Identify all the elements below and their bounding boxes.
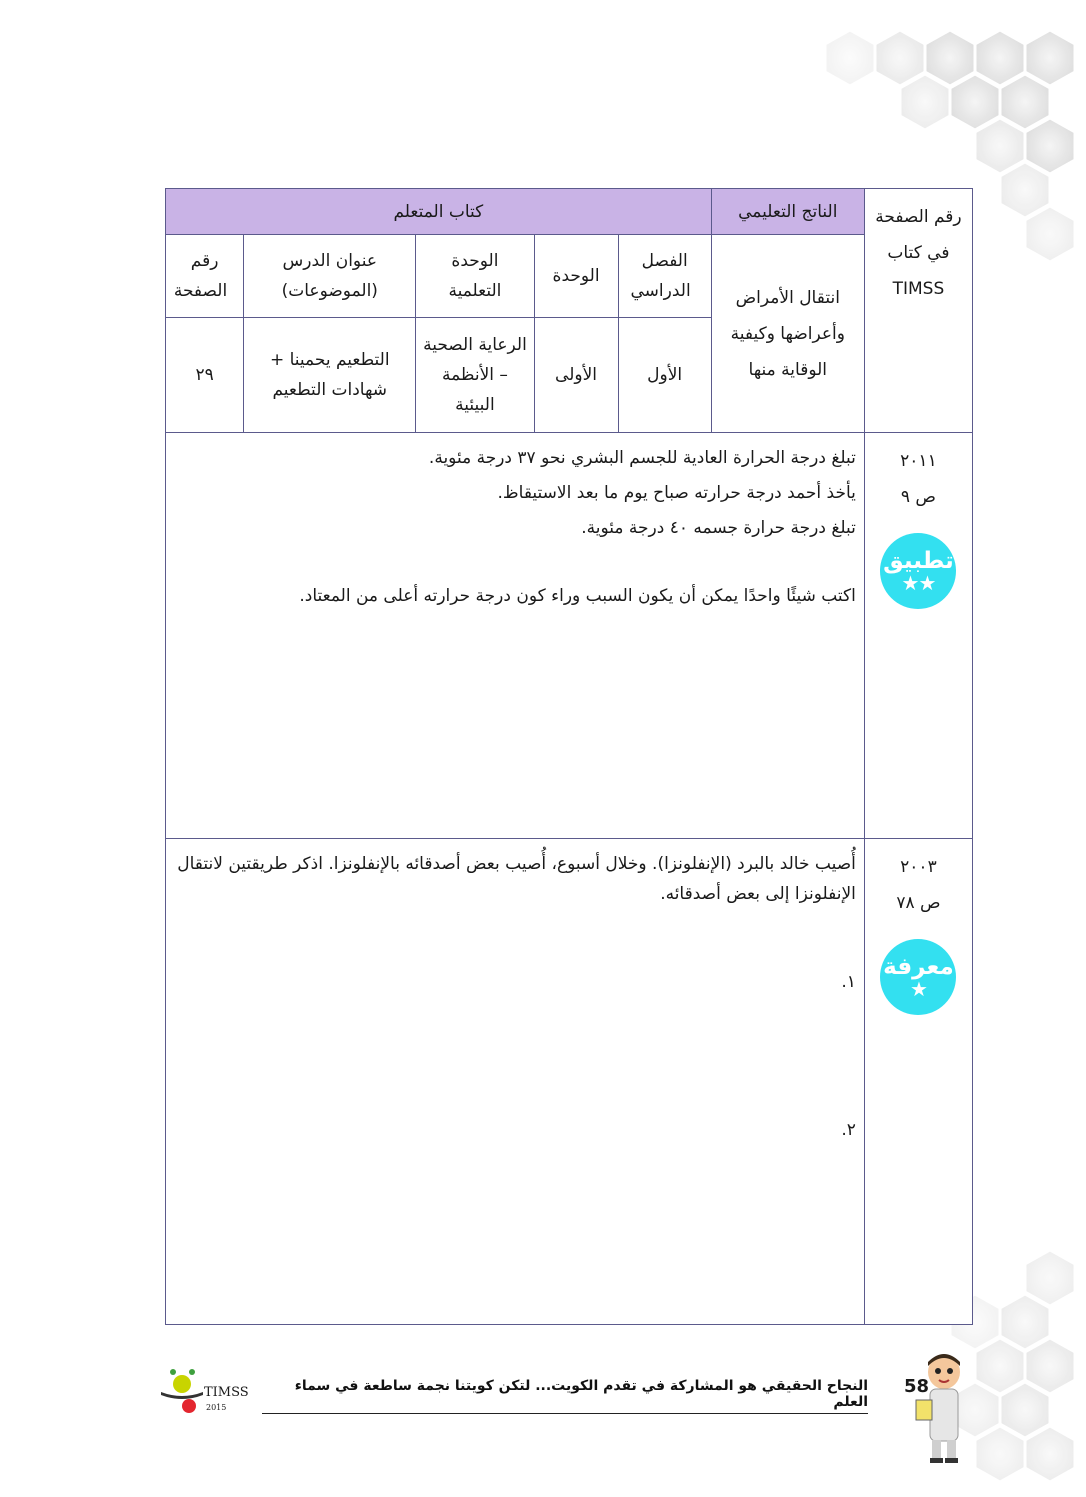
student-mascot-icon: [910, 1352, 974, 1464]
footer-slogan: النجاح الحقيقي هو المشاركة في تقدم الكويت... لتكن كويتنا نجمة ساطعة في سماء العلم: [262, 1378, 868, 1414]
question-1-reference: [864, 433, 972, 839]
learning-unit-value: الرعاية الصحية – الأنظمة البيئية: [423, 335, 527, 415]
subheader-lesson-title: [244, 235, 416, 318]
timss-question-table: [165, 188, 973, 1325]
learning-unit-cell: [416, 318, 534, 433]
question-1-line-3: تبلغ درجة حرارة جسمه ٤٠ درجة مئوية.: [581, 518, 856, 538]
subheader-page-number: [166, 235, 244, 318]
semester-value: الأول: [647, 365, 683, 385]
subheader-learning-unit: [416, 235, 534, 318]
answer-2-space[interactable]: [176, 1145, 856, 1295]
knowledge-badge: [880, 939, 956, 1015]
question-2-body: [166, 839, 865, 1325]
answer-item-2: ٢.: [841, 1120, 856, 1140]
header-outcome-label: الناتج التعليمي: [738, 201, 838, 222]
lesson-title-cell: [244, 318, 416, 433]
learning-unit-label: الوحدة التعلمية: [448, 251, 502, 301]
unit-label: الوحدة: [552, 266, 600, 286]
header-student-book-label: كتاب المتعلم: [393, 201, 484, 222]
timss-logo-year: 2015: [206, 1403, 227, 1412]
application-badge-label: تطبيق: [883, 548, 954, 574]
question-1-page: ص ٩: [900, 487, 936, 507]
answer-1-space[interactable]: [176, 997, 856, 1115]
question-2-page: ص ٧٨: [896, 893, 941, 913]
unit-cell: [534, 318, 618, 433]
question-1-line-1: تبلغ درجة الحرارة العادية للجسم البشري نحو ٣٧ درجة مئوية.: [428, 448, 856, 468]
application-badge: [880, 533, 956, 609]
question-2-text: أُصيب خالد بالبرد (الإنفلونزا). وخلال أسبوع، أُصيب بعض أصدقائه بالإنفلونزا. اذكر طريقتين لانتقال الإنفلونزا إلى بعض أصدقائه.: [177, 854, 856, 904]
subheader-semester: [618, 235, 711, 318]
header-student-book: [166, 189, 712, 235]
question-2-reference: [864, 839, 972, 1325]
outcome-value: انتقال الأمراض وأعراضها وكيفية الوقاية منها: [730, 287, 845, 380]
footer-page-number: 58: [904, 1376, 930, 1397]
question-2-year: ٢٠٠٣: [900, 857, 937, 877]
subheader-unit: [534, 235, 618, 318]
question-1-prompt: اكتب شيئًا واحدًا يمكن أن يكون السبب وراء كون درجة حرارته أعلى من المعتاد.: [299, 586, 856, 606]
star-icon: ★: [909, 977, 927, 1001]
semester-label: الفصل الدراسي: [630, 251, 691, 301]
header-outcome: [711, 189, 864, 235]
timss-logo-text: TIMSS: [204, 1385, 249, 1400]
two-stars-icon: ★★: [901, 571, 936, 595]
question-1-line-2: يأخذ أحمد درجة حرارته صباح يوم ما بعد الاستيقاظ.: [497, 483, 856, 503]
question-1-body: [166, 433, 865, 839]
page-number-value: ٢٩: [195, 365, 214, 385]
header-timss-page-ref-label: رقم الصفحة في كتاب TIMSS: [875, 207, 962, 299]
question-1-answer-space[interactable]: [176, 611, 856, 771]
page-number-label: رقم الصفحة: [173, 251, 228, 301]
unit-value: الأولى: [555, 365, 598, 385]
outcome-cell: [711, 235, 864, 433]
question-1-year: ٢٠١١: [900, 451, 937, 471]
page-number-cell: [166, 318, 244, 433]
knowledge-badge-label: معرفة: [883, 954, 954, 980]
answer-item-1: ١.: [841, 972, 856, 992]
lesson-title-label: عنوان الدرس (الموضوعات): [281, 251, 378, 301]
header-timss-page-ref: [864, 189, 972, 433]
semester-cell: [618, 318, 711, 433]
lesson-title-value: التطعيم يحمينا + شهادات التطعيم: [269, 350, 390, 400]
